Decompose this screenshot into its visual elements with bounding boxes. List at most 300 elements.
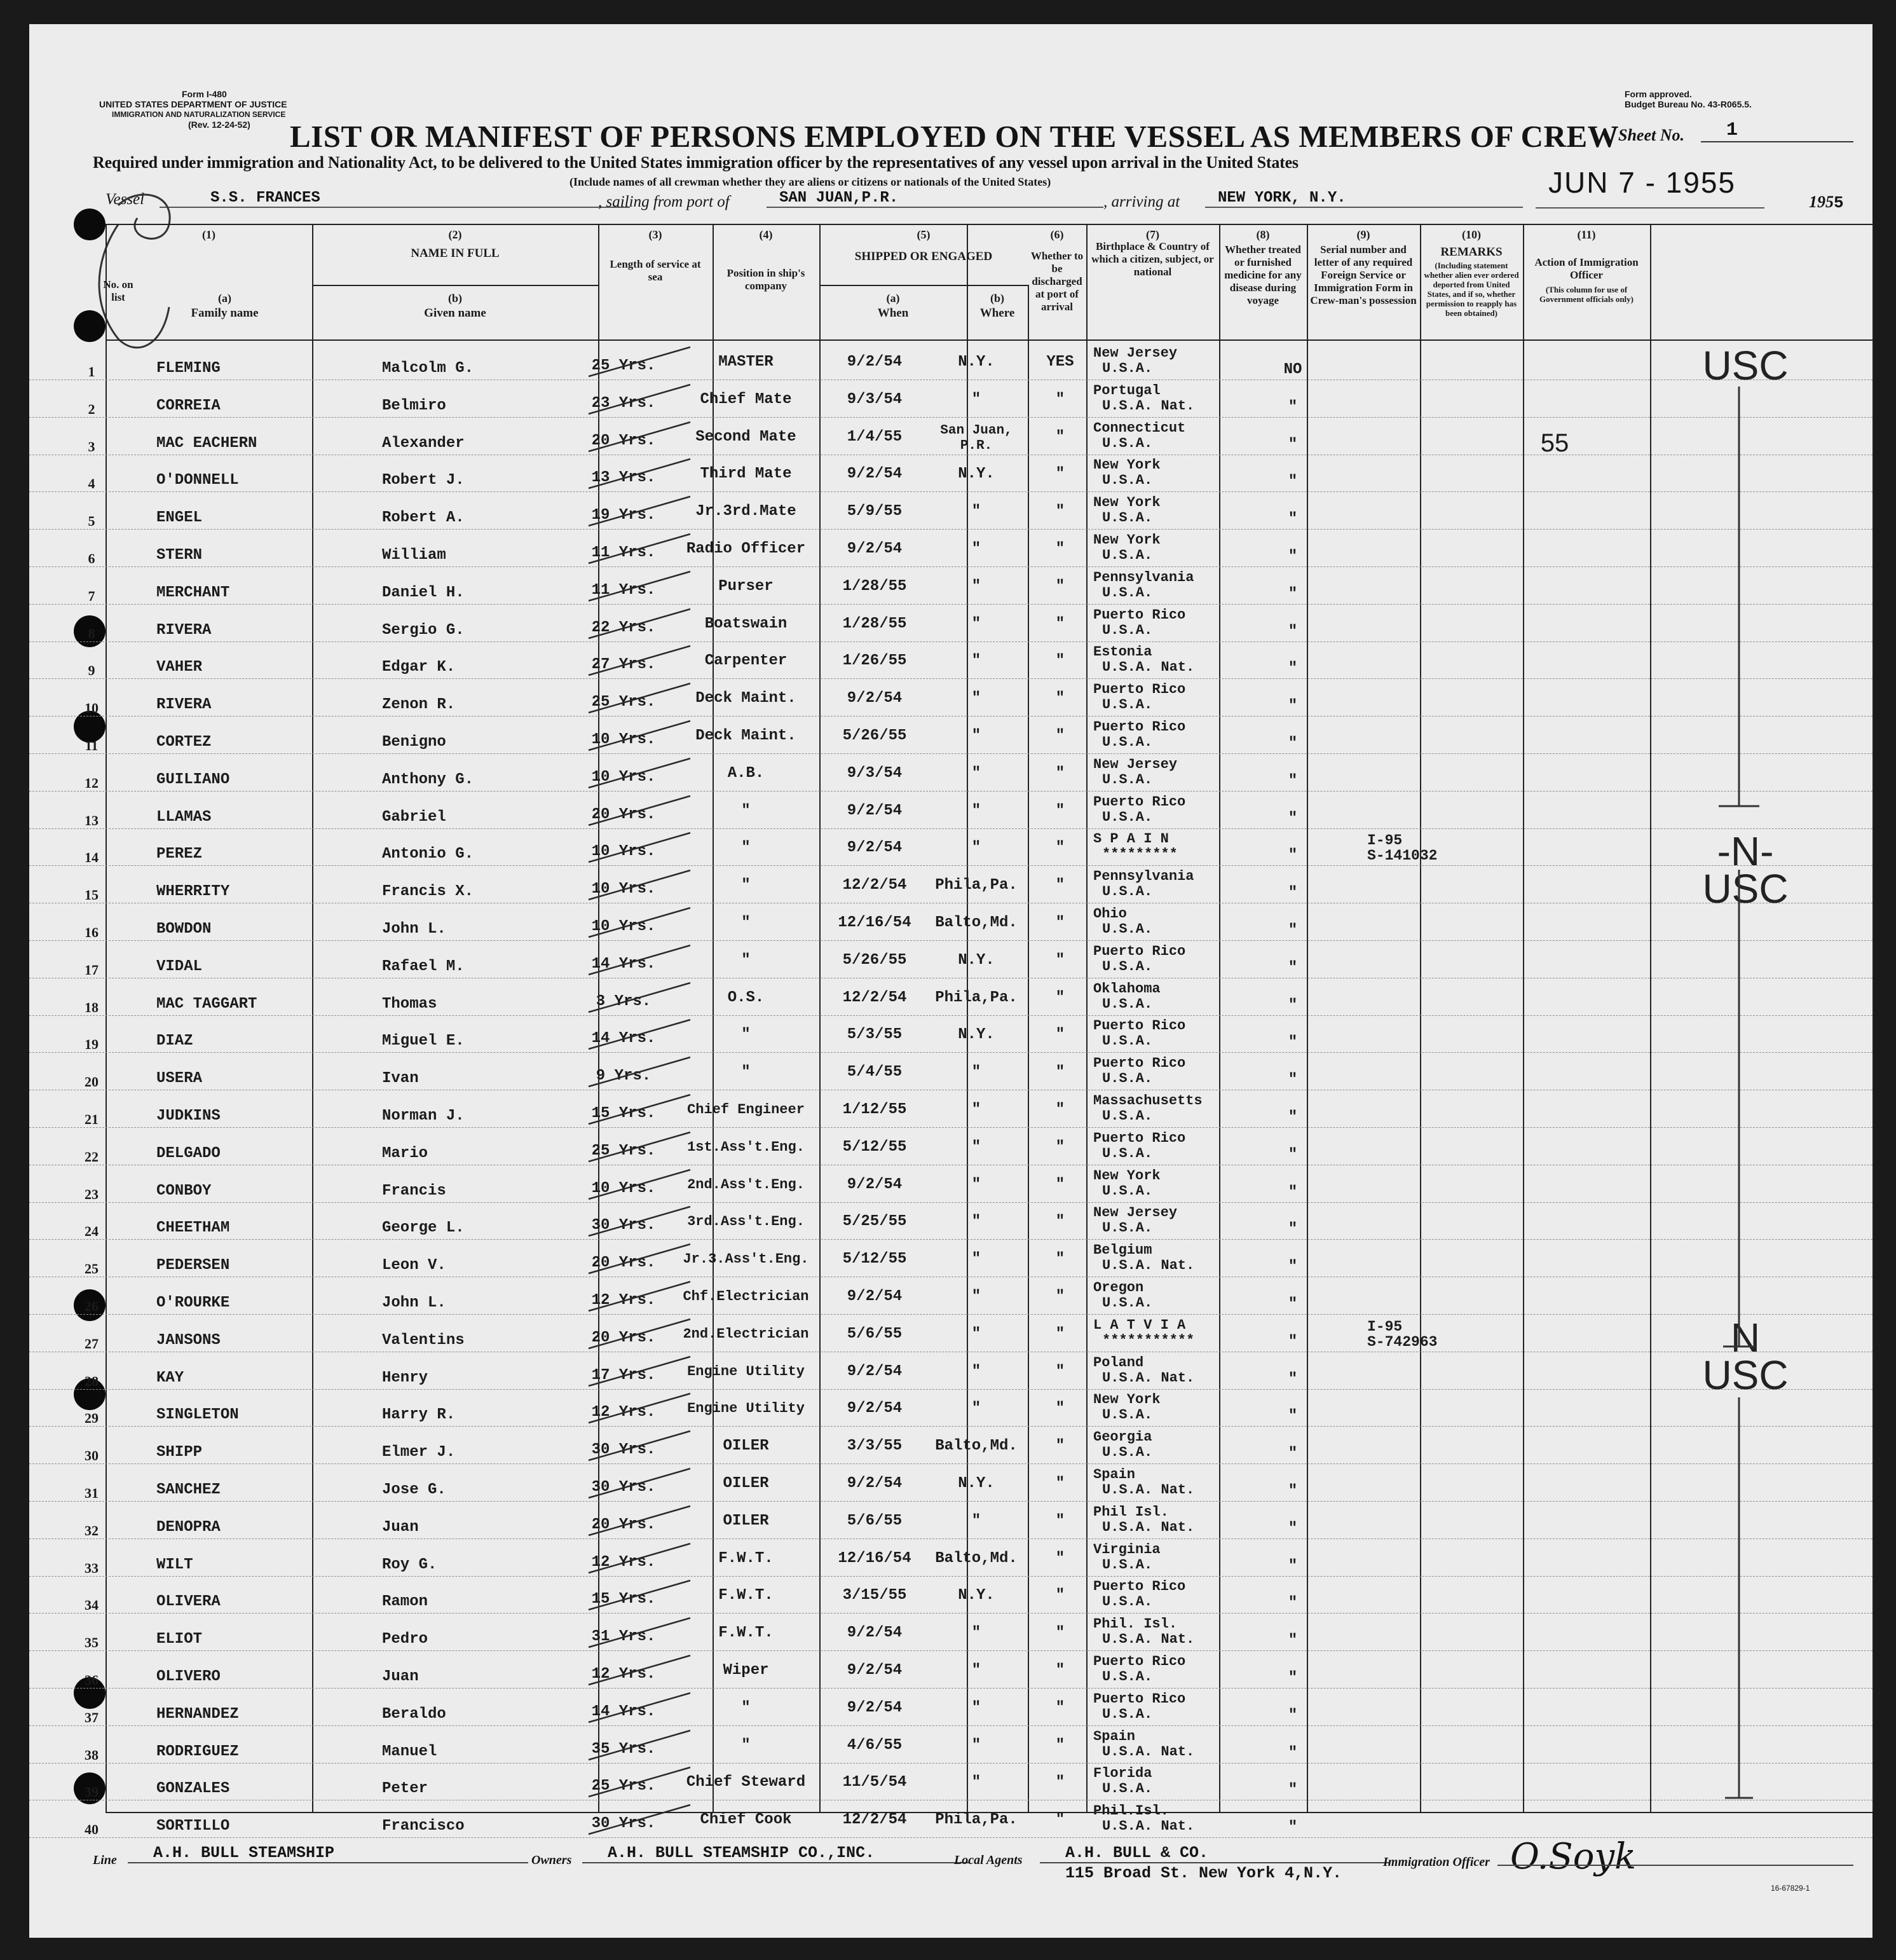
birthplace-line: Ohio — [1093, 906, 1127, 922]
shipped-where: " — [971, 503, 981, 521]
citizenship-line: U.S.A. — [1102, 360, 1153, 376]
strike-mark — [576, 1539, 697, 1576]
medicine-flag: " — [1288, 1594, 1298, 1612]
agents-name: A.H. BULL & CO. — [1040, 1844, 1389, 1863]
medicine-flag: " — [1288, 1445, 1298, 1463]
table-row — [29, 1388, 1872, 1427]
medicine-flag: " — [1288, 735, 1298, 752]
shipped-where: " — [971, 1736, 981, 1754]
given-name: Harry R. — [382, 1406, 456, 1424]
col11-label: Action of Immigration Officer — [1534, 256, 1639, 281]
discharge-flag: " — [1055, 1512, 1065, 1530]
discharge-flag: " — [1055, 1288, 1065, 1305]
medicine-flag: " — [1288, 772, 1298, 790]
family-name: SANCHEZ — [156, 1481, 221, 1498]
shipped-where: N.Y. — [958, 1475, 995, 1492]
birthplace-line: Puerto Rico — [1093, 943, 1186, 959]
discharge-flag: " — [1055, 390, 1065, 408]
table-row — [29, 380, 1872, 418]
discharge-flag: " — [1055, 1774, 1065, 1792]
discharge-flag: " — [1055, 1064, 1065, 1081]
birthplace — [1093, 604, 1233, 645]
strike-mark — [576, 978, 697, 1015]
family-name: RIVERA — [156, 621, 212, 639]
serial-number — [1367, 1575, 1494, 1618]
sailing-label: , sailing from port of — [598, 193, 730, 210]
family-name: USERA — [156, 1070, 203, 1088]
shipped-when: 5/3/55 — [847, 1026, 903, 1044]
remarks — [1491, 1202, 1618, 1239]
discharge-flag: " — [1055, 1811, 1065, 1829]
year-prefix: 195 — [1809, 193, 1834, 211]
table-row — [29, 1539, 1872, 1577]
shipped-where: " — [971, 1213, 981, 1231]
family-name: DIAZ — [156, 1032, 193, 1050]
citizenship-line: U.S.A. — [1102, 1071, 1153, 1087]
table-row — [29, 1725, 1872, 1764]
row-number: 39 — [85, 1784, 99, 1800]
strike-mark — [576, 1165, 697, 1202]
birthplace — [1093, 1762, 1233, 1804]
shipped-when: 12/2/54 — [842, 1811, 907, 1829]
budget-bureau: Budget Bureau No. 43-R065.5. — [1625, 99, 1752, 109]
family-name: VIDAL — [156, 957, 203, 975]
service-length: 25 Yrs. — [591, 694, 656, 711]
birthplace-line: Phil. Isl. — [1093, 1616, 1178, 1633]
discharge-flag: " — [1055, 764, 1065, 782]
line-label: Line — [93, 1853, 117, 1867]
birthplace — [1093, 1352, 1233, 1393]
col6-label: Whether to be discharged at port of arrival — [1030, 250, 1084, 313]
family-name: WILT — [156, 1556, 193, 1573]
remarks — [1491, 604, 1618, 641]
remarks — [1491, 1688, 1618, 1725]
serial-number — [1367, 1650, 1494, 1693]
strike-mark — [576, 753, 697, 791]
serial-number — [1367, 380, 1494, 422]
shipped-when: 3/3/55 — [847, 1437, 903, 1455]
given-name: Valentins — [382, 1331, 465, 1349]
service-length: 20 Yrs. — [591, 805, 656, 823]
position: " — [741, 914, 751, 931]
subtitle: Required under immigration and Nationality Act, to be delivered to the United States immigration officer by the representatives of any vessel upon arrival in the United States — [93, 153, 1299, 172]
shipped-where: " — [971, 1699, 981, 1717]
citizenship-line: U.S.A. — [1102, 996, 1153, 1012]
service-length: 14 Yrs. — [591, 1030, 656, 1048]
citizenship-line: U.S.A. Nat. — [1102, 1369, 1195, 1386]
strike-mark — [576, 566, 697, 604]
family-name: DENOPRA — [156, 1518, 221, 1536]
col2a-number: (a) — [218, 292, 231, 305]
serial-number — [1367, 491, 1494, 534]
birthplace — [1093, 753, 1233, 795]
strike-mark — [576, 828, 697, 865]
discharge-flag: " — [1055, 1699, 1065, 1717]
birthplace — [1093, 417, 1233, 458]
service-length: 22 Yrs. — [591, 619, 656, 636]
serial-number — [1367, 1277, 1494, 1319]
service-length: 10 Yrs. — [591, 731, 656, 748]
strike-mark — [576, 641, 697, 678]
birthplace — [1093, 1426, 1233, 1467]
service-length: 35 Yrs. — [591, 1740, 656, 1758]
birthplace — [1093, 641, 1233, 682]
family-name: CORREIA — [156, 397, 221, 415]
strike-mark — [576, 1762, 697, 1800]
col10-number: (10) — [1462, 228, 1481, 241]
birthplace-line: Florida — [1093, 1765, 1152, 1782]
service-length: 12 Yrs. — [591, 1404, 656, 1422]
medicine-flag: " — [1288, 1706, 1298, 1724]
immigration-action: USC — [1702, 343, 1789, 388]
birthplace — [1093, 865, 1233, 907]
remarks — [1491, 753, 1618, 791]
birthplace-line: Virginia — [1093, 1541, 1161, 1558]
shipped-where: " — [971, 1774, 981, 1792]
col9-label: Serial number and letter of any required Foreign Service or Immigration Form in Crew-man's possession — [1310, 243, 1417, 306]
position: " — [741, 951, 751, 969]
birthplace-line: Pennsylvania — [1093, 569, 1194, 586]
table-row — [29, 604, 1872, 642]
table-row — [29, 342, 1872, 388]
birthplace-line: Phil Isl. — [1093, 1504, 1169, 1520]
position: Engine Utility — [687, 1401, 805, 1417]
position: Deck Maint. — [695, 727, 796, 744]
family-name: MAC TAGGART — [156, 995, 257, 1013]
shipped-where: Balto,Md. — [935, 1437, 1018, 1455]
medicine-flag: " — [1288, 1483, 1298, 1500]
table-row — [29, 753, 1872, 792]
medicine-flag: " — [1288, 697, 1298, 715]
serial-number — [1367, 641, 1494, 683]
service-length: 13 Yrs. — [591, 469, 656, 487]
shipped-where: " — [971, 1662, 981, 1679]
birthplace-line: New York — [1093, 532, 1161, 548]
birthplace-line: Oklahoma — [1093, 980, 1161, 997]
table-row — [29, 1352, 1872, 1398]
citizenship-line: U.S.A. — [1102, 1108, 1153, 1124]
position: " — [741, 877, 751, 894]
serial-number — [1367, 678, 1494, 721]
remarks — [1491, 529, 1618, 566]
birthplace — [1093, 1539, 1233, 1580]
shipped-when: 1/28/55 — [842, 577, 907, 595]
citizenship-line: U.S.A. — [1102, 622, 1153, 638]
row-number: 1 — [88, 364, 95, 380]
shipped-when: 9/2/54 — [847, 1662, 903, 1679]
shipped-when: 12/2/54 — [842, 989, 907, 1006]
col5b-label: Where — [979, 306, 1015, 320]
service-length: 31 Yrs. — [591, 1628, 656, 1646]
family-name: GUILIANO — [156, 771, 230, 788]
remarks — [1491, 791, 1618, 828]
position: Purser — [718, 577, 774, 595]
crew-list — [29, 342, 1872, 1838]
service-length: 17 Yrs. — [591, 1366, 656, 1384]
strike-mark — [576, 716, 697, 753]
strike-mark — [576, 865, 697, 903]
shipped-where: " — [971, 802, 981, 819]
strike-mark — [576, 380, 697, 417]
shipped-where: " — [971, 1288, 981, 1305]
medicine-flag: " — [1288, 1183, 1298, 1201]
birthplace-line: S P A I N — [1093, 831, 1169, 847]
given-name: Jose G. — [382, 1481, 446, 1498]
birthplace-line: Puerto Rico — [1093, 1055, 1186, 1072]
table-row — [29, 903, 1872, 941]
family-name: FLEMING — [156, 360, 221, 377]
row-number: 6 — [88, 551, 95, 566]
birthplace — [1093, 1314, 1233, 1355]
shipped-when: 9/2/54 — [847, 839, 903, 857]
family-name: CONBOY — [156, 1182, 212, 1200]
serial-form: I-95 — [1367, 832, 1403, 849]
remarks — [1491, 1800, 1618, 1837]
col5a-number: (a) — [886, 292, 900, 305]
row-number: 36 — [85, 1672, 99, 1688]
family-name: DELGADO — [156, 1144, 221, 1162]
birthplace — [1093, 791, 1233, 832]
service-length: 25 Yrs. — [591, 1142, 656, 1160]
shipped-when: 9/2/54 — [847, 1699, 903, 1717]
remarks — [1491, 1762, 1618, 1800]
given-name: John L. — [382, 921, 446, 938]
position: Engine Utility — [687, 1363, 805, 1380]
given-name: Ivan — [382, 1070, 419, 1088]
birthplace — [1093, 1575, 1233, 1617]
given-name: Daniel H. — [382, 584, 465, 601]
citizenship-line: U.S.A. — [1102, 1556, 1153, 1573]
medicine-flag: " — [1288, 398, 1298, 416]
position: F.W.T. — [718, 1587, 774, 1605]
remarks — [1491, 1388, 1618, 1426]
family-name: BOWDON — [156, 921, 212, 938]
immigration-action: -N- — [1717, 828, 1774, 875]
medicine-flag: " — [1288, 585, 1298, 603]
row-number: 33 — [85, 1559, 99, 1576]
strike-mark — [576, 1314, 697, 1352]
birthplace-line: Puerto Rico — [1093, 1690, 1186, 1707]
birthplace — [1093, 380, 1233, 421]
shipped-when: 5/4/55 — [847, 1064, 903, 1081]
family-name: OLIVERA — [156, 1593, 221, 1611]
medicine-flag: " — [1288, 1109, 1298, 1126]
serial-number — [1367, 1800, 1494, 1842]
birthplace-line: Phil.Isl. — [1093, 1803, 1169, 1820]
birthplace-line: Puerto Rico — [1093, 607, 1186, 623]
serial-number — [1367, 753, 1494, 796]
strike-mark — [576, 491, 697, 529]
col11-note: (This column for use of Government officials only) — [1539, 285, 1634, 304]
row-number: 26 — [85, 1298, 99, 1314]
birthplace — [1093, 1277, 1233, 1318]
discharge-flag: " — [1055, 1362, 1065, 1380]
service-length: 10 Yrs. — [591, 1179, 656, 1197]
serial-number — [1367, 1501, 1494, 1544]
owners-value: A.H. BULL STEAMSHIP CO.,INC. — [582, 1844, 970, 1863]
discharge-flag: " — [1055, 1026, 1065, 1044]
birthplace — [1093, 342, 1233, 383]
shipped-where: Balto,Md. — [935, 914, 1018, 931]
medicine-flag: " — [1288, 1296, 1298, 1313]
position: " — [741, 839, 751, 857]
col3-number: (3) — [648, 228, 662, 241]
position: Jr.3rd.Mate — [695, 503, 796, 521]
col10-note: (Including statement whether alien ever ordered deported from United States, and if so, whether permission to reapply has been obtained) — [1424, 261, 1519, 318]
col9-number: (9) — [1356, 228, 1370, 241]
remarks — [1491, 903, 1618, 940]
service-length: 30 Yrs. — [591, 1479, 656, 1496]
birthplace-line: New York — [1093, 1392, 1161, 1408]
family-name: PEREZ — [156, 846, 203, 863]
discharge-flag: " — [1055, 1549, 1065, 1567]
table-row — [29, 1501, 1872, 1539]
birthplace-line: Spain — [1093, 1728, 1136, 1744]
given-name: Francis — [382, 1182, 446, 1200]
discharge-flag: " — [1055, 727, 1065, 744]
discharge-flag: " — [1055, 951, 1065, 969]
given-name: Juan — [382, 1518, 419, 1536]
position: Boatswain — [704, 615, 788, 633]
service-length: 10 Yrs. — [591, 881, 656, 898]
medicine-flag: " — [1288, 1034, 1298, 1052]
medicine-flag: " — [1288, 622, 1298, 640]
position: Chief Mate — [700, 390, 792, 408]
strike-mark — [576, 1015, 697, 1052]
service-length: 10 Yrs. — [591, 918, 656, 935]
remarks — [1491, 566, 1618, 604]
service-length: 19 Yrs. — [591, 507, 656, 524]
col5a-label: When — [877, 306, 909, 320]
discharge-flag: " — [1055, 1400, 1065, 1418]
medicine-flag: " — [1288, 922, 1298, 939]
birthplace-line: Puerto Rico — [1093, 793, 1186, 810]
table-row — [29, 417, 1872, 455]
handwritten-mark — [80, 180, 201, 364]
shipped-when: 9/2/54 — [847, 802, 903, 819]
shipped-where: N.Y. — [958, 465, 995, 483]
immigration-action: USC — [1702, 866, 1789, 912]
service-length: 14 Yrs. — [591, 955, 656, 973]
position: 1st.Ass't.Eng. — [687, 1139, 805, 1155]
shipped-when: 9/2/54 — [847, 1362, 903, 1380]
citizenship-line: U.S.A. Nat. — [1102, 1631, 1195, 1648]
shipped-where: " — [971, 1400, 981, 1418]
row-number: 7 — [88, 587, 95, 604]
birthplace — [1093, 1052, 1233, 1093]
table-row — [29, 828, 1872, 875]
serial-number — [1367, 791, 1494, 833]
discharge-flag: " — [1055, 1101, 1065, 1118]
shipped-when: 9/3/54 — [847, 764, 903, 782]
serial-number — [1367, 1239, 1494, 1282]
serial-code: S-141032 — [1367, 847, 1438, 865]
remarks — [1491, 491, 1618, 529]
vessel-label: Vessel — [106, 191, 145, 208]
citizenship-line: U.S.A. — [1102, 510, 1153, 526]
row-number: 9 — [88, 662, 95, 679]
shipped-when: 12/16/54 — [838, 914, 911, 931]
position: " — [741, 1026, 751, 1044]
strike-mark — [576, 1202, 697, 1239]
service-length: 20 Yrs. — [591, 1254, 656, 1272]
service-length: 10 Yrs. — [591, 768, 656, 786]
sheet-label: Sheet No. — [1618, 126, 1684, 144]
table-row — [29, 1426, 1872, 1464]
medicine-flag: " — [1288, 548, 1298, 565]
family-name: HERNANDEZ — [156, 1705, 239, 1723]
col5b-number: (b) — [990, 292, 1004, 305]
agents-address: 115 Broad St. New York 4,N.Y. — [1065, 1864, 1342, 1882]
arriving-port: NEW YORK, N.Y. — [1205, 189, 1523, 208]
citizenship-line: U.S.A. — [1102, 921, 1153, 937]
row-number: 29 — [85, 1410, 99, 1427]
shipped-where: " — [971, 577, 981, 595]
citizenship-line: U.S.A. — [1102, 1407, 1153, 1423]
shipped-when: 5/12/55 — [842, 1251, 907, 1268]
remarks — [1491, 1725, 1618, 1763]
table-row — [29, 1015, 1872, 1053]
medicine-flag: " — [1288, 1519, 1298, 1537]
given-name: Leon V. — [382, 1257, 446, 1275]
birthplace — [1093, 1613, 1233, 1654]
given-name: Norman J. — [382, 1107, 465, 1125]
birthplace — [1093, 678, 1233, 720]
discharge-flag: " — [1055, 877, 1065, 894]
table-row — [29, 716, 1872, 754]
row-number: 34 — [85, 1597, 99, 1614]
family-name: JUDKINS — [156, 1107, 221, 1125]
position: Second Mate — [695, 428, 796, 446]
serial-number — [1367, 1463, 1494, 1506]
col5-label: SHIPPED OR ENGAGED — [854, 250, 993, 263]
medicine-flag: " — [1288, 1370, 1298, 1388]
discharge-flag: " — [1055, 1475, 1065, 1492]
row-number: 11 — [85, 737, 99, 753]
given-name: Pedro — [382, 1631, 428, 1648]
col2-number: (2) — [448, 228, 462, 241]
discharge-flag: " — [1055, 428, 1065, 446]
citizenship-line: U.S.A. Nat. — [1102, 1519, 1195, 1535]
given-name: Manuel — [382, 1743, 437, 1760]
table-row — [29, 1575, 1872, 1614]
medicine-flag: " — [1288, 435, 1298, 453]
serial-form: I-95 — [1367, 1318, 1403, 1335]
row-number: 24 — [85, 1223, 99, 1240]
family-name: VAHER — [156, 659, 203, 676]
citizenship-line: U.S.A. — [1102, 1145, 1153, 1162]
remarks — [1491, 865, 1618, 903]
action-connector-lines — [1650, 342, 1872, 1811]
birthplace — [1093, 1202, 1233, 1243]
given-name: Elmer J. — [382, 1444, 456, 1462]
given-name: Sergio G. — [382, 621, 465, 639]
discharge-flag: " — [1055, 540, 1065, 558]
birthplace — [1093, 566, 1233, 608]
medicine-flag: " — [1288, 1669, 1298, 1687]
service-length: 30 Yrs. — [591, 1217, 656, 1235]
row-number: 27 — [85, 1335, 99, 1352]
service-length: 23 Yrs. — [591, 394, 656, 412]
medicine-flag: " — [1288, 473, 1298, 491]
given-name: George L. — [382, 1219, 465, 1237]
remarks — [1491, 1501, 1618, 1539]
serial-number — [1367, 1352, 1494, 1394]
given-name: Robert J. — [382, 472, 465, 490]
position: 2nd.Electrician — [683, 1326, 809, 1342]
citizenship-line: ********* — [1102, 846, 1178, 863]
shipped-where: Balto,Md. — [935, 1549, 1018, 1567]
